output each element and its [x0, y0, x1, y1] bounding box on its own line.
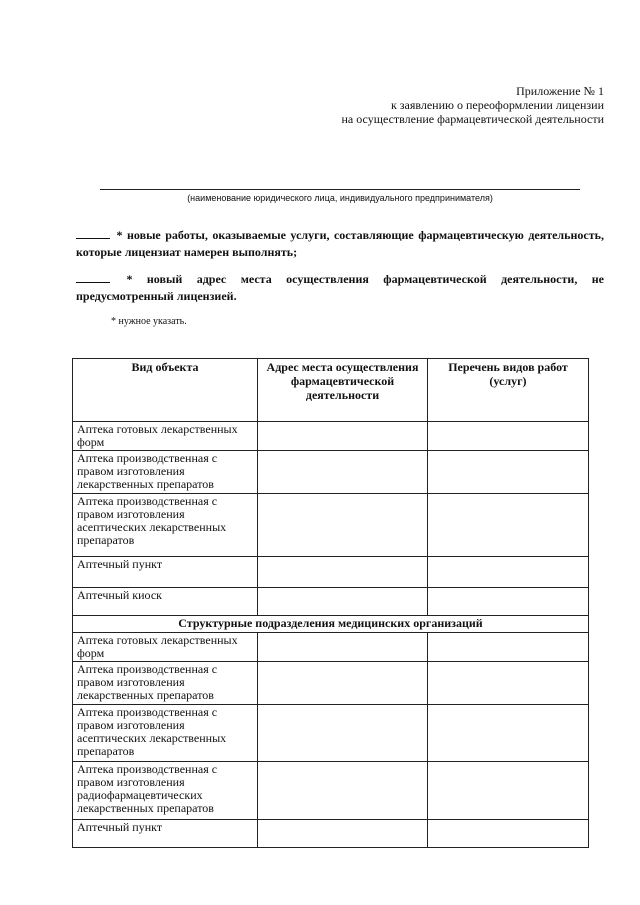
header-object-type: Вид объекта — [73, 359, 258, 422]
object-type-cell: Аптечный пункт — [73, 820, 258, 848]
table-row — [73, 557, 589, 588]
object-type-cell: Аптека производственная с правом изготовления лекарственных препаратов — [73, 662, 258, 705]
services-cell[interactable] — [428, 422, 589, 451]
section-row — [73, 616, 589, 633]
table-row — [73, 705, 589, 762]
entity-name-line[interactable] — [100, 189, 580, 190]
address-cell[interactable] — [258, 705, 428, 762]
address-cell[interactable] — [258, 422, 428, 451]
object-type-cell: Аптека готовых лекарственных форм — [73, 422, 258, 451]
table-row — [73, 588, 589, 616]
object-type-cell: Аптека производственная с правом изготовления асептических лекарственных препаратов — [73, 705, 258, 762]
address-cell[interactable] — [258, 494, 428, 557]
table-row — [73, 762, 589, 820]
section-title: Структурные подразделения медицинских организаций — [73, 616, 589, 633]
entity-name-caption: (наименование юридического лица, индивидуального предпринимателя) — [187, 193, 493, 203]
table-row — [73, 422, 589, 451]
object-type-cell: Аптека готовых лекарственных форм — [73, 633, 258, 662]
option-new-address-text: * новый адрес места осуществления фармацевтической деятельности, не предусмотренный лицензией. — [76, 272, 605, 303]
services-cell[interactable] — [428, 451, 589, 494]
services-cell[interactable] — [428, 762, 589, 820]
object-type-cell: Аптечный киоск — [73, 588, 258, 616]
option-new-address-checkbox-blank[interactable] — [76, 282, 110, 283]
address-cell[interactable] — [258, 762, 428, 820]
note-text: * нужное указать. — [111, 316, 187, 327]
option-new-works-checkbox-blank[interactable] — [76, 238, 110, 239]
table-row — [73, 662, 589, 705]
address-cell[interactable] — [258, 557, 428, 588]
services-cell[interactable] — [428, 494, 589, 557]
services-cell[interactable] — [428, 588, 589, 616]
services-cell[interactable] — [428, 662, 589, 705]
option-new-works-text: * новые работы, оказываемые услуги, составляющие фармацевтическую деятельность, которые лицензиат намерен выполнять; — [76, 228, 604, 259]
table-row — [73, 494, 589, 557]
object-type-cell: Аптека производственная с правом изготовления асептических лекарственных препаратов — [73, 494, 258, 557]
appendix-title: Приложение № 1 — [516, 84, 604, 98]
objects-table — [72, 358, 589, 848]
address-cell[interactable] — [258, 588, 428, 616]
appendix-subtitle-2: на осуществление фармацевтической деятельности — [341, 112, 604, 126]
header-services: Перечень видов работ (услуг) — [428, 359, 589, 422]
object-type-cell: Аптека производственная с правом изготовления радиофармацевтических лекарственных препаратов — [73, 762, 258, 820]
appendix-subtitle-1: к заявлению о переоформлении лицензии — [390, 98, 604, 112]
table-header-row — [73, 359, 589, 422]
table-row — [73, 633, 589, 662]
appendix-header — [341, 84, 604, 126]
address-cell[interactable] — [258, 633, 428, 662]
services-cell[interactable] — [428, 705, 589, 762]
services-cell[interactable] — [428, 820, 589, 848]
table-row — [73, 451, 589, 494]
object-type-cell: Аптека производственная с правом изготовления лекарственных препаратов — [73, 451, 258, 494]
address-cell[interactable] — [258, 451, 428, 494]
option-new-works — [76, 227, 604, 261]
services-cell[interactable] — [428, 633, 589, 662]
table-row — [73, 820, 589, 848]
option-new-address — [76, 271, 604, 305]
address-cell[interactable] — [258, 662, 428, 705]
header-address: Адрес места осуществления фармацевтической деятельности — [258, 359, 428, 422]
object-type-cell: Аптечный пункт — [73, 557, 258, 588]
address-cell[interactable] — [258, 820, 428, 848]
services-cell[interactable] — [428, 557, 589, 588]
